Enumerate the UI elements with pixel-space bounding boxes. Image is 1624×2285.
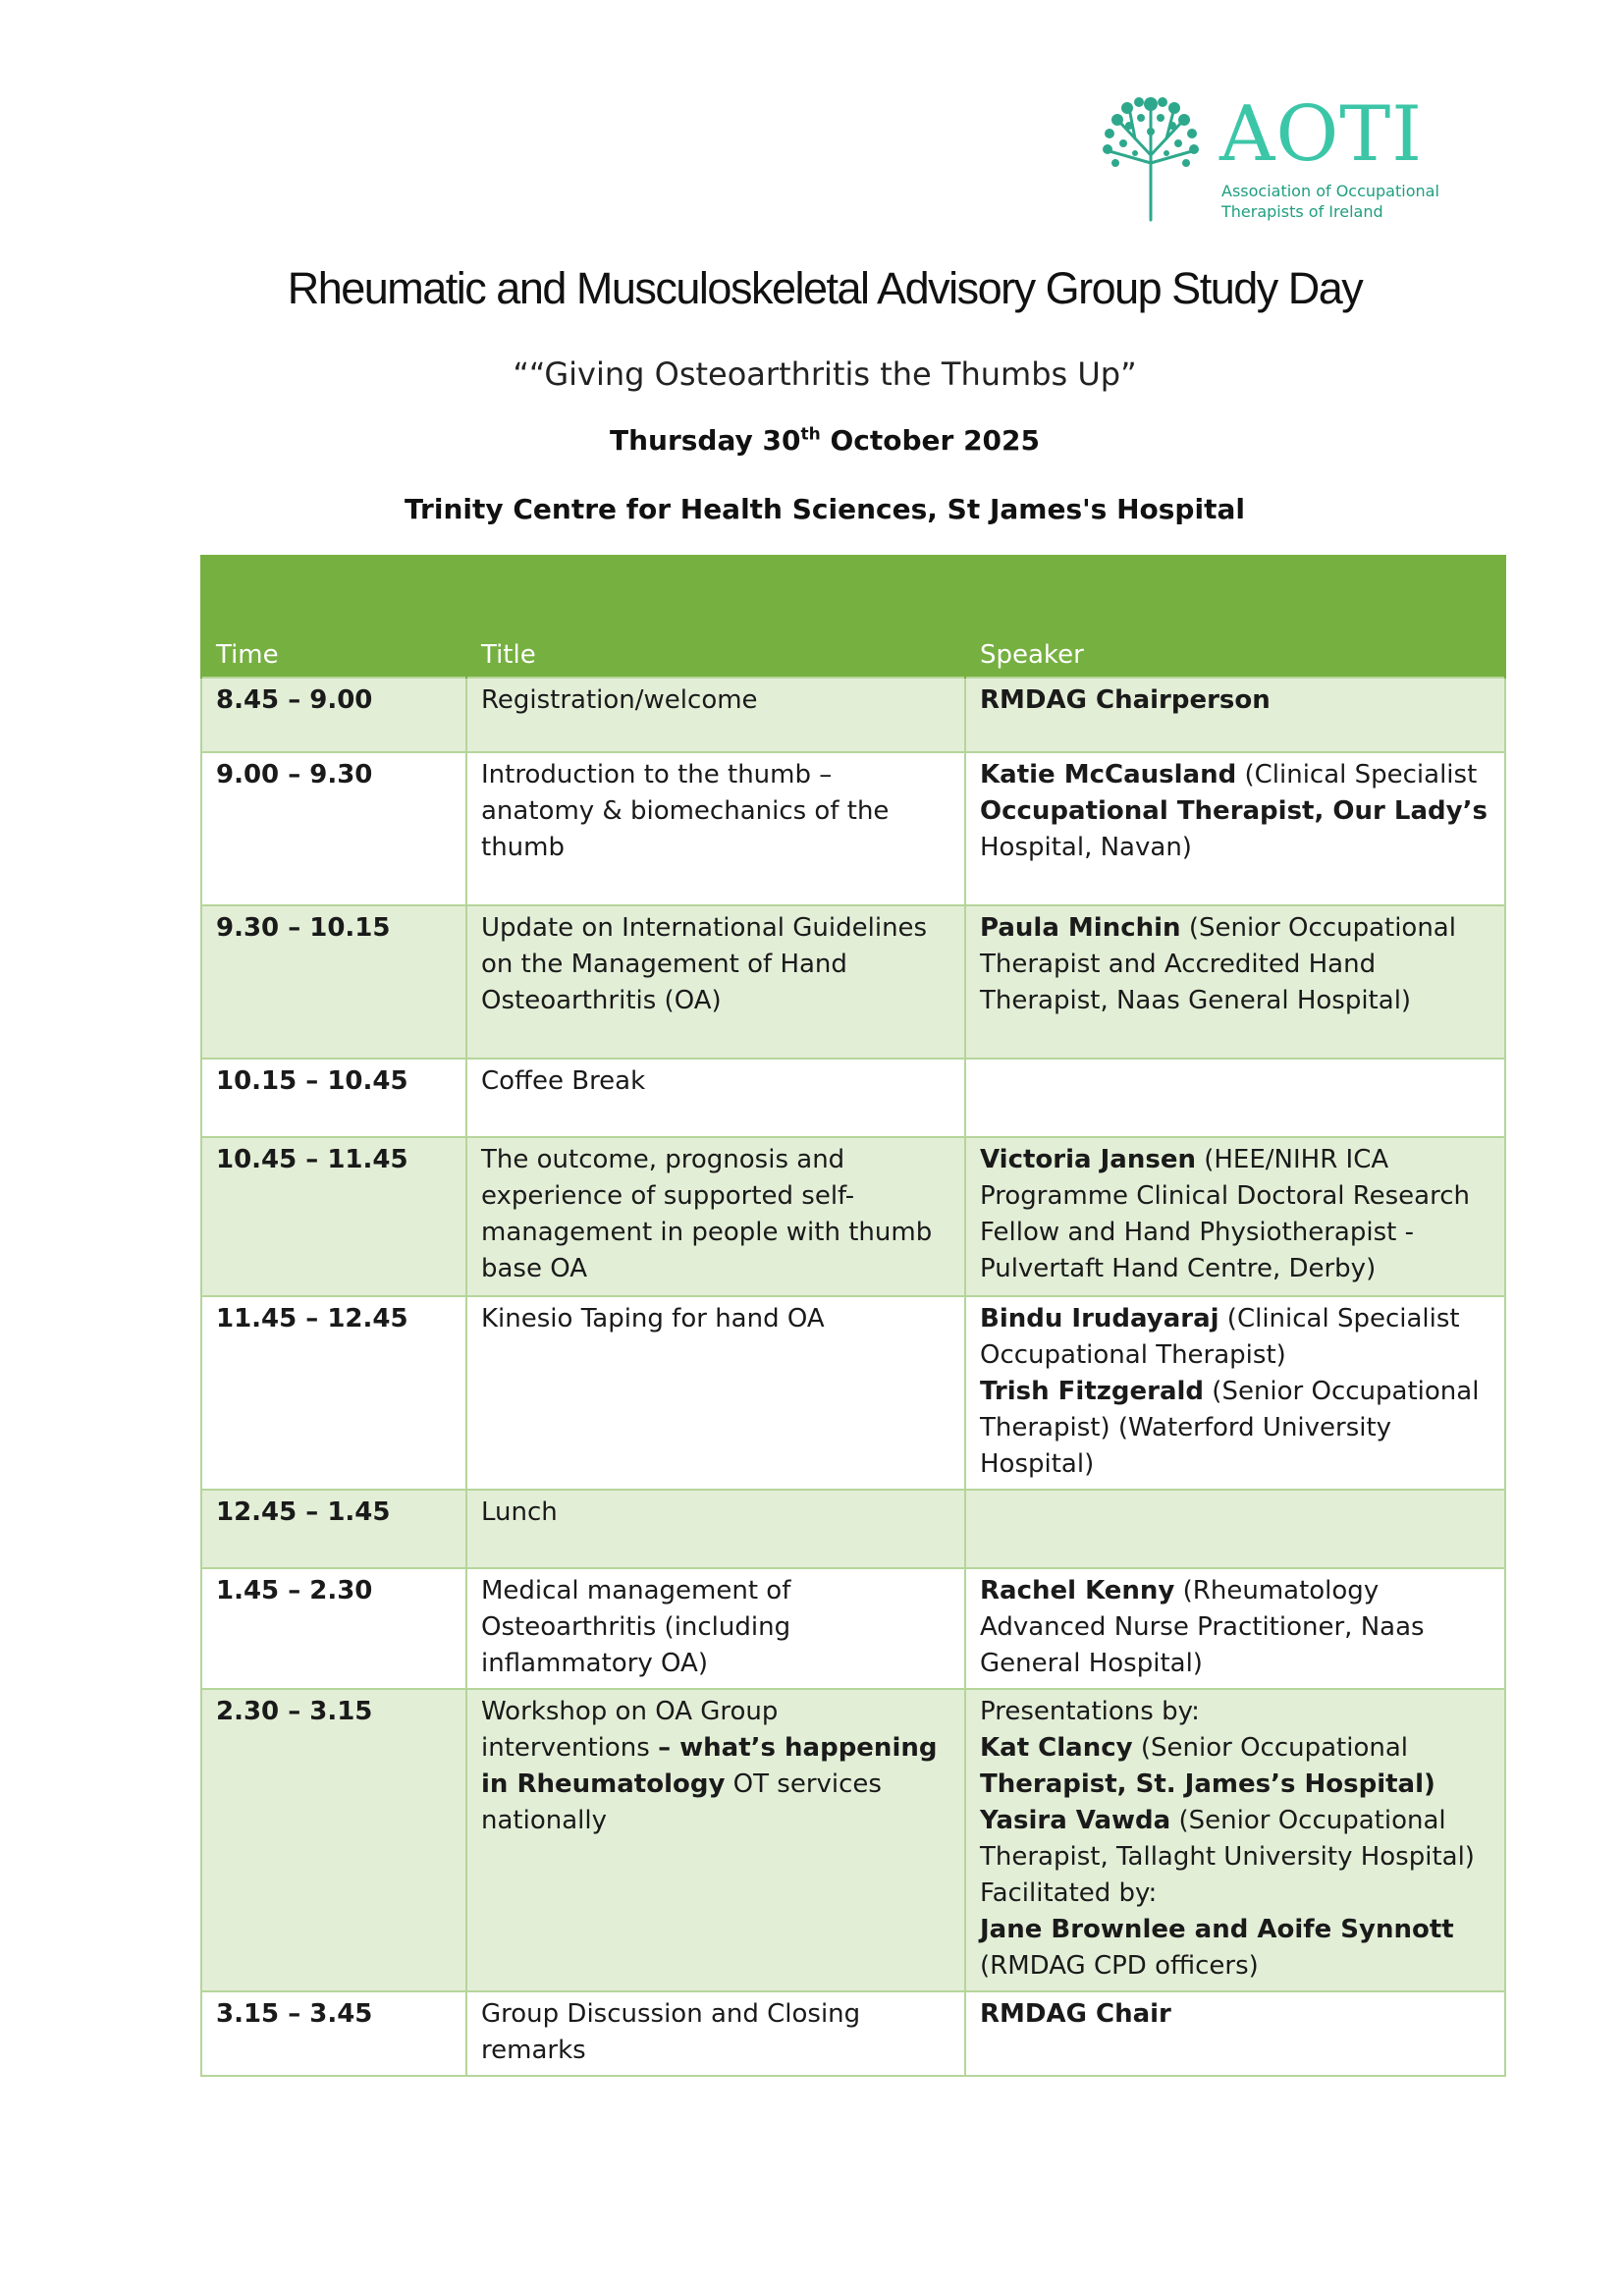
bold-text: Yasira Vawda xyxy=(980,1806,1171,1835)
text-run: (Senior Occupational Therapist and Accredited Hand Therapist, Naas General Hospital) xyxy=(980,913,1456,1015)
session-title: Update on International Guidelines on the Management of Hand Osteoarthritis (OA) xyxy=(466,905,965,1059)
session-speaker xyxy=(965,678,1505,752)
session-speaker xyxy=(965,905,1505,1059)
text-run: OT services nationally xyxy=(481,1769,882,1835)
session-speaker xyxy=(965,1689,1505,1991)
session-speaker xyxy=(965,1490,1505,1568)
event-date xyxy=(0,424,1624,457)
agenda-row xyxy=(201,905,1505,1059)
session-time: 8.45 – 9.00 xyxy=(201,678,466,752)
bold-text: RMDAG Chair xyxy=(980,1999,1171,2029)
agenda-row xyxy=(201,678,1505,752)
text-run: (Rheumatology Advanced Nurse Practitioner, Naas General Hospital) xyxy=(980,1576,1425,1678)
text-run: (HEE/NIHR ICA Programme Clinical Doctoral Research Fellow and Hand Physiotherapist - Pulvertaft Hand Centre, Derby) xyxy=(980,1145,1471,1283)
session-time: 1.45 – 2.30 xyxy=(201,1568,466,1689)
session-time: 11.45 – 12.45 xyxy=(201,1296,466,1490)
agenda-row xyxy=(201,752,1505,905)
agenda-body xyxy=(201,678,1505,2076)
session-title: Group Discussion and Closing remarks xyxy=(466,1991,965,2076)
session-speaker xyxy=(965,1296,1505,1490)
session-title: Registration/welcome xyxy=(466,678,965,752)
text-run: (Clinical Specialist xyxy=(1236,760,1478,789)
session-title: Lunch xyxy=(466,1490,965,1568)
session-speaker xyxy=(965,1568,1505,1689)
bold-text: Therapist, St. James’s Hospital) xyxy=(980,1769,1435,1799)
session-speaker xyxy=(965,1991,1505,2076)
session-time: 10.15 – 10.45 xyxy=(201,1059,466,1137)
text-run: (Senior Occupational Therapist, Tallaght University Hospital) xyxy=(980,1806,1475,1872)
session-time: 9.30 – 10.15 xyxy=(201,905,466,1059)
logo-subtitle xyxy=(1221,181,1439,222)
logo-subtitle-line: Therapists of Ireland xyxy=(1221,202,1383,221)
text-run: (Clinical Specialist Occupational Therapist) xyxy=(980,1304,1460,1370)
bold-text: Occupational Therapist, Our Lady’s xyxy=(980,796,1488,826)
session-speaker xyxy=(965,1137,1505,1296)
column-header-speaker: Speaker xyxy=(965,555,1505,678)
session-time: 10.45 – 11.45 xyxy=(201,1137,466,1296)
bold-text: – what’s happening in Rheumatology xyxy=(481,1733,938,1799)
text-run: Hospital, Navan) xyxy=(980,833,1192,862)
session-speaker xyxy=(965,1059,1505,1137)
event-venue: Trinity Centre for Health Sciences, St James's Hospital xyxy=(405,493,1245,525)
agenda-table xyxy=(200,555,1506,2077)
session-time: 3.15 – 3.45 xyxy=(201,1991,466,2076)
agenda-row xyxy=(201,1689,1505,1991)
session-time: 12.45 – 1.45 xyxy=(201,1490,466,1568)
text-run: Presentations by: xyxy=(980,1697,1200,1726)
logo-wordmark: AOTI xyxy=(1219,90,1424,179)
document-title: Rheumatic and Musculoskeletal Advisory Group Study Day xyxy=(287,263,1363,313)
date-day: Thursday 30 xyxy=(609,424,801,457)
session-title xyxy=(466,1689,965,1991)
agenda-row xyxy=(201,1137,1505,1296)
session-speaker xyxy=(965,752,1505,905)
session-title: The outcome, prognosis and experience of supported self-management in people with thumb base OA xyxy=(466,1137,965,1296)
bold-text: Paula Minchin xyxy=(980,913,1181,943)
column-header-time: Time xyxy=(201,555,466,678)
session-title: Introduction to the thumb – anatomy & biomechanics of the thumb xyxy=(466,752,965,905)
bold-text: Bindu Irudayaraj xyxy=(980,1304,1219,1333)
bold-text: RMDAG Chairperson xyxy=(980,685,1271,715)
agenda-row xyxy=(201,1490,1505,1568)
date-suffix: th xyxy=(800,424,821,445)
text-run: (RMDAG CPD officers) xyxy=(980,1951,1259,1981)
document-subtitle: ““Giving Osteoarthritis the Thumbs Up” xyxy=(513,355,1137,393)
agenda-row xyxy=(201,1059,1505,1137)
text-run: (Senior Occupational Therapist) (Waterford University Hospital) xyxy=(980,1377,1480,1479)
bold-text: Katie McCausland xyxy=(980,760,1237,789)
bold-text: Jane Brownlee and Aoife Synnott xyxy=(980,1915,1454,1944)
aoti-logo xyxy=(1100,90,1463,227)
session-time: 2.30 – 3.15 xyxy=(201,1689,466,1991)
bold-text: Victoria Jansen xyxy=(980,1145,1196,1174)
bold-text: Rachel Kenny xyxy=(980,1576,1175,1605)
logo-subtitle-line: Association of Occupational xyxy=(1221,182,1439,200)
session-time: 9.00 – 9.30 xyxy=(201,752,466,905)
bold-text: Kat Clancy xyxy=(980,1733,1133,1763)
bold-text: Trish Fitzgerald xyxy=(980,1377,1205,1406)
text-run: (Senior Occupational xyxy=(1132,1733,1408,1763)
text-run: Facilitated by: xyxy=(980,1878,1158,1908)
session-title: Kinesio Taping for hand OA xyxy=(466,1296,965,1490)
session-title: Medical management of Osteoarthritis (including inflammatory OA) xyxy=(466,1568,965,1689)
date-rest: October 2025 xyxy=(820,424,1040,457)
text-run: Workshop on OA Group interventions xyxy=(481,1697,779,1763)
column-header-title: Title xyxy=(466,555,965,678)
agenda-row xyxy=(201,1991,1505,2076)
agenda-header-row xyxy=(201,555,1505,678)
session-title: Coffee Break xyxy=(466,1059,965,1137)
agenda-row xyxy=(201,1296,1505,1490)
agenda-row xyxy=(201,1568,1505,1689)
tree-icon xyxy=(1100,94,1216,222)
